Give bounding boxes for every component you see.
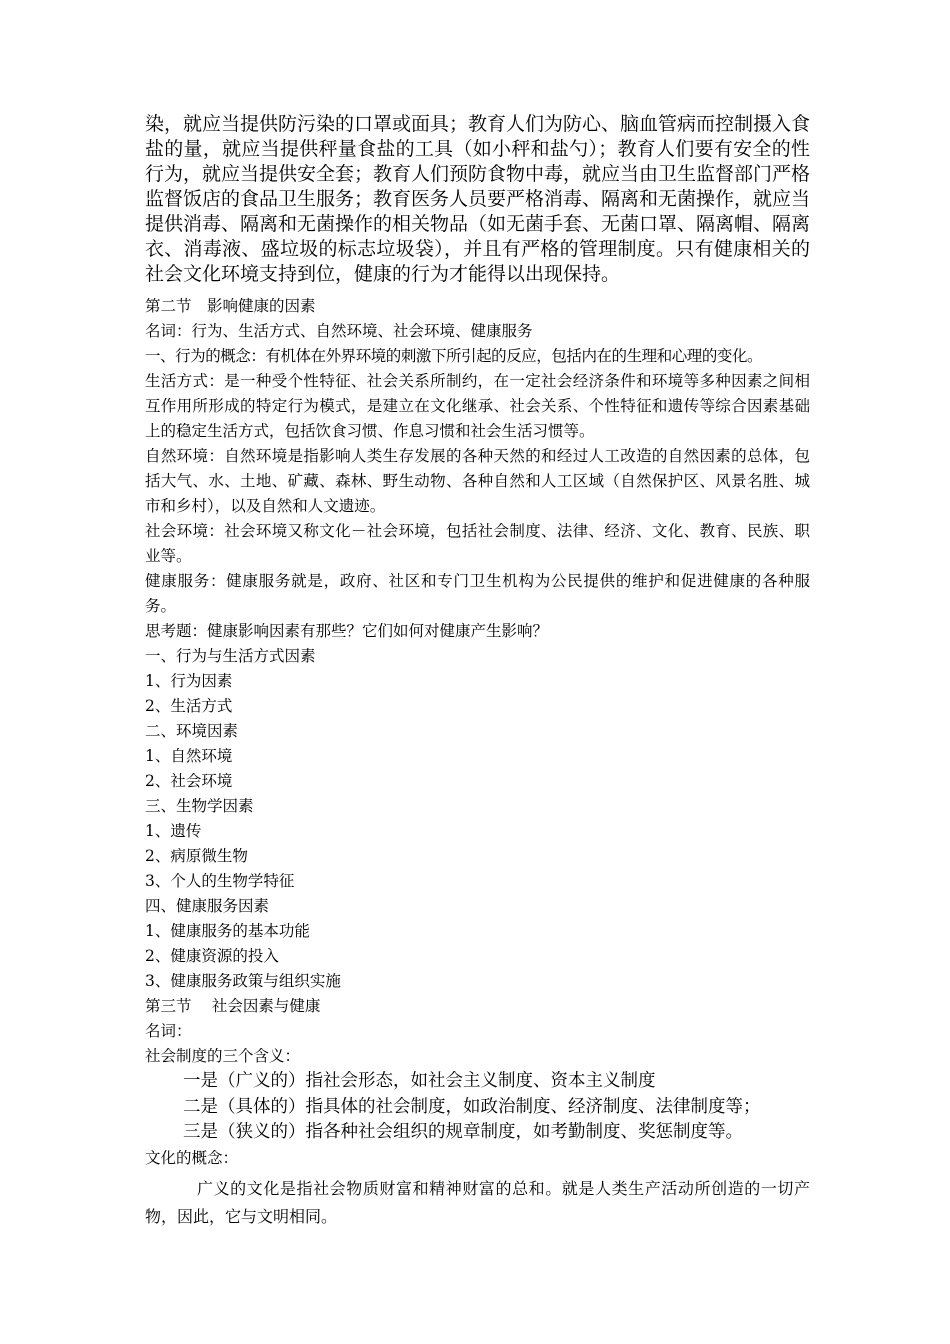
- outline-item: 3、健康服务政策与组织实施: [145, 972, 341, 990]
- health-service-definition: 健康服务：健康服务就是，政府、社区和专门卫生机构为公民提供的维护和促进健康的各种服务。: [145, 572, 810, 615]
- behavior-definition: 一、行为的概念：有机体在外界环境的刺激下所引起的反应，包括内在的生理和心理的变化。: [145, 347, 763, 365]
- thinking-question: 思考题：健康影响因素有那些？它们如何对健康产生影响？: [145, 622, 549, 640]
- social-system-item: 三是（狭义的）指各种社会组织的规章制度，如考勤制度、奖惩制度等。: [183, 1122, 743, 1142]
- lifestyle-definition: 生活方式：是一种受个性特征、社会关系所制约，在一定社会经济条件和环境等多种因素之间相互作用所形成的特定行为模式，是建立在文化继承、社会关系、个性特征和遗传等综合因素基础上的稳定生活方式，包括饮食习惯、作息习惯和社会生活习惯等。: [145, 372, 810, 440]
- social-system-item: 一是（广义的）指社会形态，如社会主义制度、资本主义制度: [183, 1071, 656, 1091]
- outline-item: 二、环境因素: [145, 722, 239, 740]
- outline-item: 1、遗传: [145, 822, 202, 840]
- social-system-item: 二是（具体的）指具体的社会制度，如政治制度、经济制度、法律制度等；: [183, 1096, 761, 1117]
- outline-item: 2、生活方式: [145, 697, 233, 715]
- social-environment-definition: 社会环境：社会环境又称文化－社会环境，包括社会制度、法律、经济、文化、教育、民族、职业等。: [145, 522, 810, 565]
- outline-item: 1、行为因素: [145, 672, 233, 690]
- section3-terms-label: 名词：: [145, 1022, 192, 1040]
- outline-item: 2、社会环境: [145, 772, 233, 790]
- culture-label: 文化的概念：: [145, 1148, 239, 1167]
- culture-definition: 广义的文化是指社会物质财富和精神财富的总和。就是人类生产活动所创造的一切产物，因此，它与文明相同。: [145, 1178, 810, 1226]
- outline-item: 3、个人的生物学特征: [145, 872, 295, 890]
- document-body: [145, 112, 810, 1231]
- outline-item: 2、健康资源的投入: [145, 947, 279, 965]
- outline-item: 一、行为与生活方式因素: [145, 647, 316, 665]
- intro-paragraph: 染，就应当提供防污染的口罩或面具；教育人们为防心、脑血管病而控制摄入食盐的量，就应当提供秤量食盐的工具（如小秤和盐勺）；教育人们要有安全的性行为，就应当提供安全套；教育人们预防食物中毒，就应当由卫生监督部门严格监督饭店的食品卫生服务；教育医务人员要严格消毒、隔离和无菌操作，就应当提供消毒、隔离和无菌操作的相关物品（如无菌手套、无菌口罩、隔离帽、隔离衣、消毒液、盛垃圾的标志垃圾袋），并且有严格的管理制度。只有健康相关的社会文化环境支持到位，健康的行为才能得以出现保持。: [145, 113, 811, 285]
- outline-item: 1、健康服务的基本功能: [145, 922, 310, 940]
- section2-heading: 第二节 影响健康的因素: [145, 297, 316, 315]
- section3-heading: 第三节 社会因素与健康: [145, 997, 321, 1015]
- outline-item: 1、自然环境: [145, 747, 233, 765]
- outline-item: 2、病原微生物: [145, 847, 248, 865]
- natural-environment-definition: 自然环境：自然环境是指影响人类生存发展的各种天然的和经过人工改造的自然因素的总体，包括大气、水、土地、矿藏、森林、野生动物、各种自然和人工区域（自然保护区、风景名胜、城市和乡村），以及自然和人文遗迹。: [145, 447, 810, 515]
- section2-terms: 名词：行为、生活方式、自然环境、社会环境、健康服务: [145, 322, 533, 340]
- outline-item: 四、健康服务因素: [145, 897, 270, 915]
- social-system-label: 社会制度的三个含义：: [145, 1047, 301, 1065]
- outline-item: 三、生物学因素: [145, 797, 254, 815]
